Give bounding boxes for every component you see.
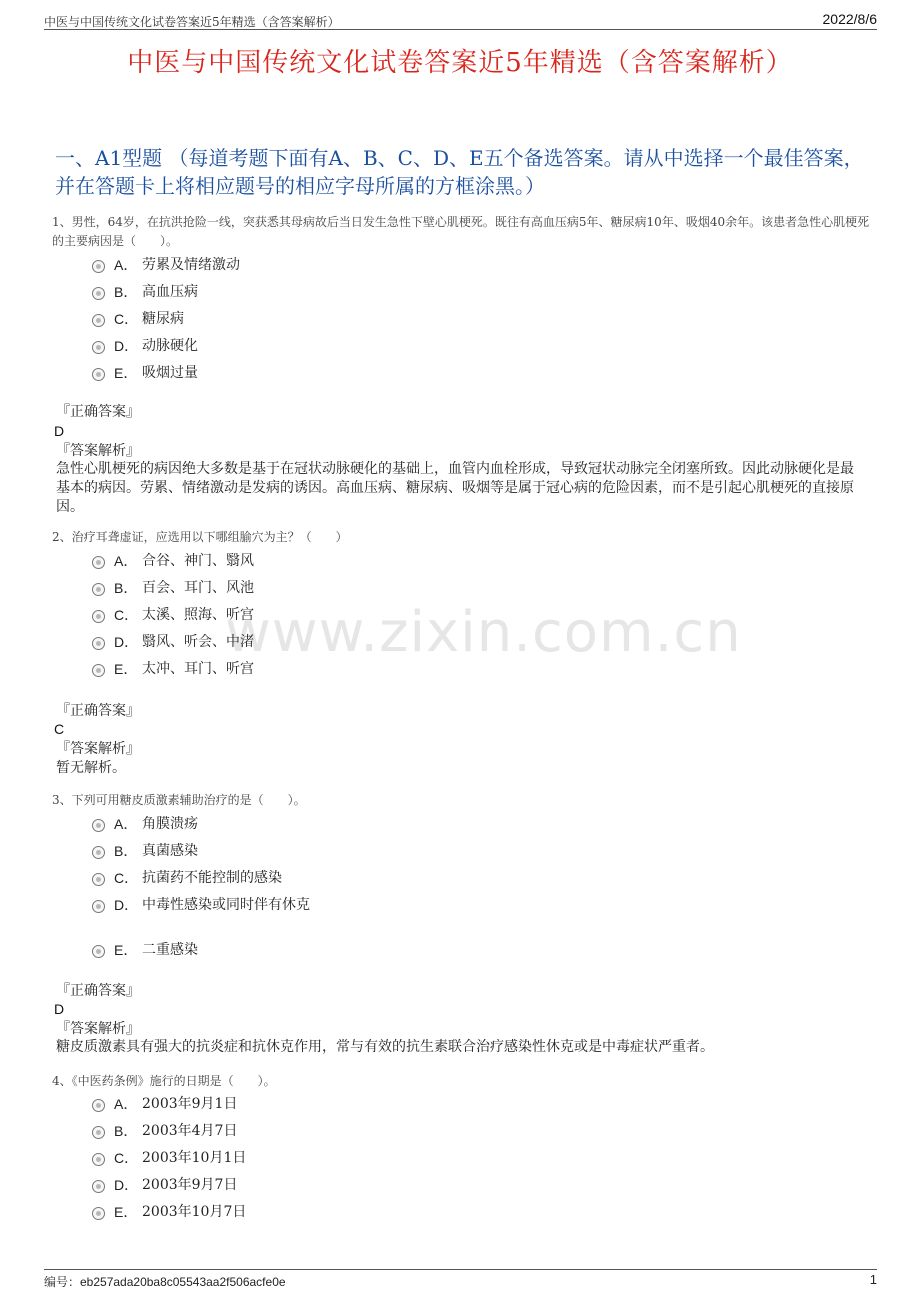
radio-button-icon[interactable] xyxy=(92,260,105,273)
radio-button-icon[interactable] xyxy=(92,610,105,623)
q2-answer: C xyxy=(54,721,65,737)
header-date: 2022/8/6 xyxy=(822,11,877,27)
q1-correct-answer-label: 『正确答案』 xyxy=(56,404,140,420)
option-text: 百会、耳门、风池 xyxy=(142,580,254,596)
option-text: 吸烟过量 xyxy=(142,365,198,381)
option-letter: E． xyxy=(114,1204,138,1220)
option-letter: A． xyxy=(114,553,138,569)
page-header xyxy=(44,10,877,30)
q3-analysis: 糖皮质激素具有强大的抗炎症和抗休克作用，常与有效的抗生素联合治疗感染性休克或是中毒症状严重者。 xyxy=(56,1039,714,1055)
radio-button-icon[interactable] xyxy=(92,664,105,677)
page-number: 1 xyxy=(869,1272,877,1287)
q1-analysis: 急性心肌梗死的病因绝大多数是基于在冠状动脉硬化的基础上，血管内血栓形成，导致冠状动脉完全闭塞所致。因此动脉硬化是最基本的病因。劳累、情绪激动是发病的诱因。高血压病、糖尿病、吸烟等是属于冠心病的危险因素，而不是引起心肌梗死的直接原因。 xyxy=(56,461,854,515)
page-footer xyxy=(44,1269,877,1289)
q1-answer: D xyxy=(54,423,65,439)
option-letter: B． xyxy=(114,1123,138,1139)
option-text: 动脉硬化 xyxy=(142,338,198,354)
option-letter: C． xyxy=(114,1150,139,1166)
question-4-text: 4、《中医药条例》施行的日期是（ ）。 xyxy=(52,1074,276,1088)
option-text: 抗菌药不能控制的感染 xyxy=(142,870,282,886)
option-text: 太冲、耳门、听宫 xyxy=(142,661,254,677)
option-letter: D． xyxy=(114,634,139,650)
section-heading: 一、A1型题 （每道考题下面有A、B、C、D、E五个备选答案。请从中选择一个最佳答案，并在答题卡上将相应题号的相应字母所属的方框涂黑。） xyxy=(55,146,864,198)
q2-correct-answer-label: 『正确答案』 xyxy=(56,703,140,719)
question-1-text: 1、男性，64岁，在抗洪抢险一线，突获悉其母病故后当日发生急性下壁心肌梗死。既往有高血压病5年、糖尿病10年、吸烟40余年。该患者急性心肌梗死的主要病因是（ ）。 xyxy=(52,215,870,248)
option-letter: E． xyxy=(114,661,138,677)
option-letter: B． xyxy=(114,843,138,859)
radio-button-icon[interactable] xyxy=(92,1126,105,1139)
option-text: 太溪、照海、听宫 xyxy=(142,607,254,623)
document-title: 中医与中国传统文化试卷答案近5年精选（含答案解析） xyxy=(127,48,793,78)
q3-correct-answer-label: 『正确答案』 xyxy=(56,983,140,999)
option-letter: B． xyxy=(114,284,138,300)
option-letter: B． xyxy=(114,580,138,596)
option-letter: D． xyxy=(114,897,139,913)
option-text: 劳累及情绪激动 xyxy=(142,257,240,273)
option-text: 合谷、神门、翳风 xyxy=(142,553,254,569)
option-text: 二重感染 xyxy=(142,942,198,958)
q2-analysis-label: 『答案解析』 xyxy=(56,741,140,757)
radio-button-icon[interactable] xyxy=(92,314,105,327)
option-text: 2003年4月7日 xyxy=(142,1123,238,1139)
option-letter: E． xyxy=(114,365,138,381)
option-text: 真菌感染 xyxy=(142,843,198,859)
option-letter: A． xyxy=(114,1096,138,1112)
option-text: 高血压病 xyxy=(142,284,198,300)
option-text: 中毒性感染或同时伴有休克 xyxy=(142,897,310,913)
header-title: 中医与中国传统文化试卷答案近5年精选（含答案解析） xyxy=(44,15,340,29)
option-text: 翳风、听会、中渚 xyxy=(142,634,254,650)
option-text: 角膜溃疡 xyxy=(142,816,198,832)
radio-button-icon[interactable] xyxy=(92,900,105,913)
q3-answer: D xyxy=(54,1001,65,1017)
radio-button-icon[interactable] xyxy=(92,945,105,958)
radio-button-icon[interactable] xyxy=(92,583,105,596)
option-text: 2003年10月7日 xyxy=(142,1204,247,1220)
option-letter: C． xyxy=(114,607,139,623)
q3-analysis-label: 『答案解析』 xyxy=(56,1021,140,1037)
radio-button-icon[interactable] xyxy=(92,1099,105,1112)
radio-button-icon[interactable] xyxy=(92,1153,105,1166)
question-3-text: 3、下列可用糖皮质激素辅助治疗的是（ ）。 xyxy=(52,793,306,807)
document-code: 编号：eb257ada20ba8c05543aa2f506acfe0e xyxy=(44,1275,286,1289)
radio-button-icon[interactable] xyxy=(92,341,105,354)
radio-button-icon[interactable] xyxy=(92,287,105,300)
radio-button-icon[interactable] xyxy=(92,873,105,886)
watermark: www.zixin.com.cn xyxy=(225,600,742,665)
radio-button-icon[interactable] xyxy=(92,819,105,832)
option-letter: D． xyxy=(114,1177,139,1193)
option-letter: D． xyxy=(114,338,139,354)
q2-analysis: 暂无解析。 xyxy=(56,760,126,776)
option-letter: A． xyxy=(114,816,138,832)
radio-button-icon[interactable] xyxy=(92,1180,105,1193)
option-text: 2003年9月1日 xyxy=(142,1096,238,1112)
q1-analysis-label: 『答案解析』 xyxy=(56,443,140,459)
radio-button-icon[interactable] xyxy=(92,368,105,381)
option-letter: E． xyxy=(114,942,138,958)
radio-button-icon[interactable] xyxy=(92,846,105,859)
option-letter: A． xyxy=(114,257,138,273)
option-text: 糖尿病 xyxy=(142,311,184,327)
option-letter: C． xyxy=(114,311,139,327)
question-2-text: 2、治疗耳聋虚证，应选用以下哪组腧穴为主？（ ） xyxy=(52,530,348,544)
option-letter: C． xyxy=(114,870,139,886)
option-text: 2003年9月7日 xyxy=(142,1177,238,1193)
radio-button-icon[interactable] xyxy=(92,637,105,650)
radio-button-icon[interactable] xyxy=(92,1207,105,1220)
radio-button-icon[interactable] xyxy=(92,556,105,569)
option-text: 2003年10月1日 xyxy=(142,1150,247,1166)
